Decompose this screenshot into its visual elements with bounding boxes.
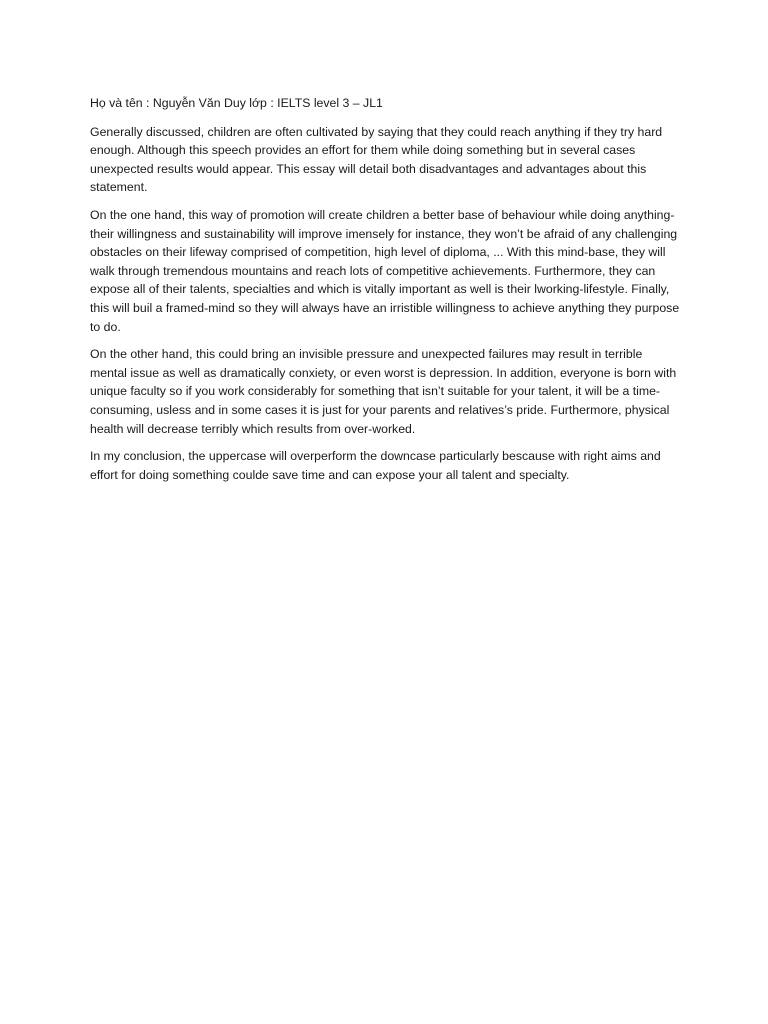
paragraph-introduction: Generally discussed, children are often cultivated by saying that they could reach anything if they try hard enough. Although this speech provides an effort for them while doing something but in several cases unexpected results would appear. This essay will detail both disadvantages and advantages about this statement. bbox=[90, 124, 663, 195]
paragraph-advantages: On the one hand, this way of promotion will create children a better base of behaviour while doing anything- their willingness and sustainability will improve imensely for instance, they won’t be afraid of any challenging obstacles on their lifeway comprised of competition, high level of diploma, ... With this mind-base, they will walk through tremendous mountains and reach lots of competitive achievements. Furthermore, they can expose all of their talents, specialties and which is vitally important as well is their lworking-lifestyle. Finally, this will buil a framed-mind so they will always have an irristible willingness to achieve anything they purpose to do. bbox=[90, 207, 680, 334]
paragraph-conclusion: In my conclusion, the uppercase will overperform the downcase particularly bescause with right aims and effort for doing something coulde save time and can expose your all talent and specialty. bbox=[90, 449, 661, 482]
document-body bbox=[90, 94, 680, 493]
paragraph-disadvantages: On the other hand, this could bring an invisible pressure and unexpected failures may result in terrible mental issue as well as dramatically conxiety, or even worst is depression. In addition, everyone is born with unique faculty so if you work considerably for something that isn’t suitable for your talent, it will be a time-consuming, usless and in some cases it is just for your parents and relatives’s pride. Furthermore, physical health will decrease terribly which results from over-worked. bbox=[90, 347, 677, 436]
student-header: Họ và tên : Nguyễn Văn Duy lớp : IELTS level 3 – JL1 bbox=[90, 96, 383, 110]
